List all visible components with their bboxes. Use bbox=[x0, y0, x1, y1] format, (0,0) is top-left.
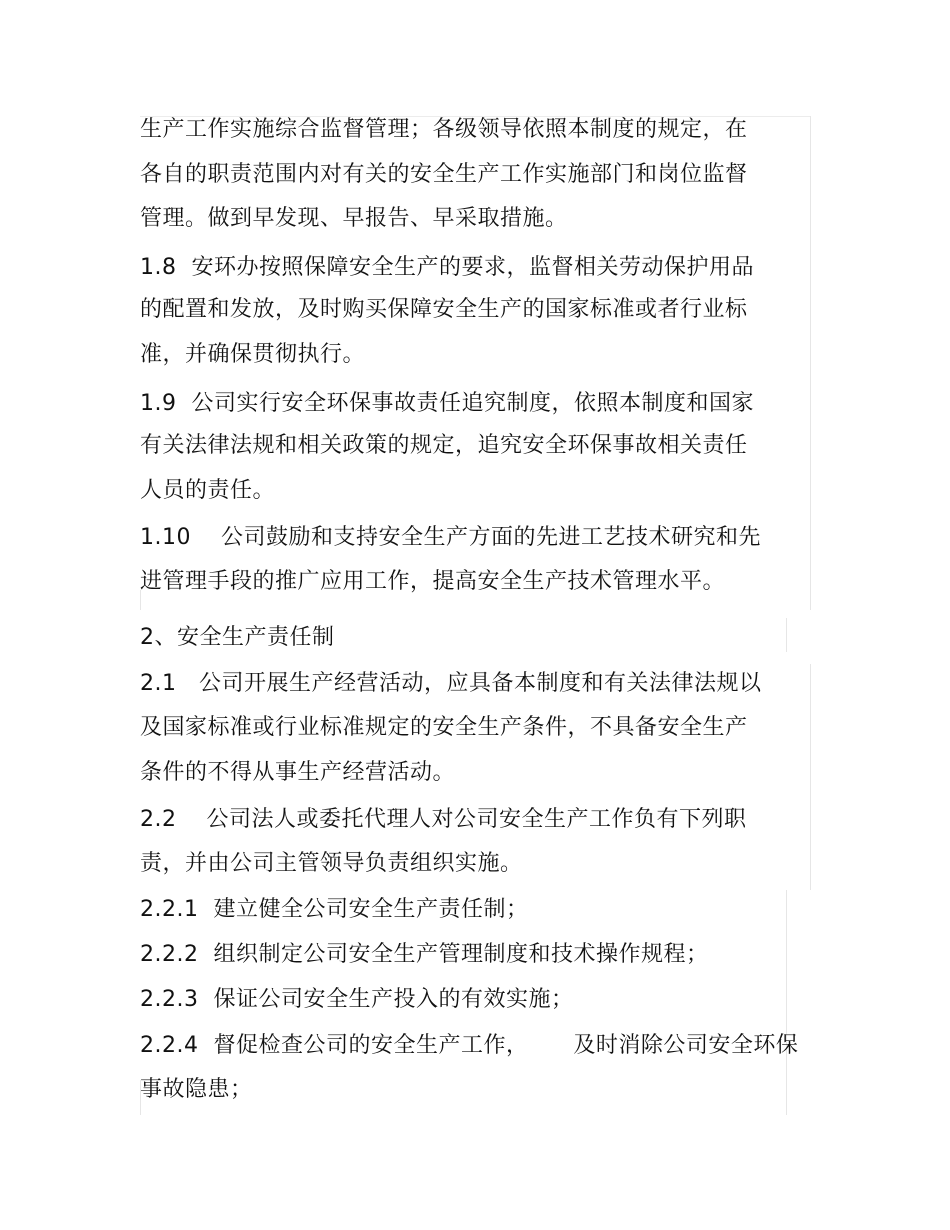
section-heading: 2、安全生产责任制 bbox=[140, 625, 335, 650]
text-line: 人员的责任。 bbox=[140, 478, 276, 503]
text-line: 准，并确保贯彻执行。 bbox=[140, 342, 366, 367]
clause-2-1: 2.1 公司开展生产经营活动，应具备本制度和有关法律法规以 bbox=[140, 671, 762, 696]
text-line: 生产工作实施综合监督管理；各级领导依照本制度的规定，在 bbox=[140, 117, 748, 142]
scan-rule bbox=[810, 116, 811, 610]
scan-rule bbox=[786, 890, 787, 1115]
text-line: 管理。做到早发现、早报告、早采取措施。 bbox=[140, 206, 568, 231]
clause-2-2-4: 2.2.4 督促检查公司的安全生产工作， 及时消除公司安全环保 bbox=[140, 1033, 799, 1058]
text-line: 进管理手段的推广应用工作，提高安全生产技术管理水平。 bbox=[140, 569, 726, 594]
scan-rule bbox=[810, 664, 811, 890]
clause-2-2-1: 2.2.1 建立健全公司安全生产责任制； bbox=[140, 897, 529, 922]
text-line: 及国家标准或行业标准规定的安全生产条件，不具备安全生产 bbox=[140, 715, 748, 740]
scan-rule bbox=[786, 618, 787, 652]
text-line: 的配置和发放，及时购买保障安全生产的国家标准或者行业标 bbox=[140, 297, 748, 322]
clause-1-10: 1.10 公司鼓励和支持安全生产方面的先进工艺技术研究和先 bbox=[140, 525, 761, 550]
clause-1-8: 1.8 安环办按照保障安全生产的要求，监督相关劳动保护用品 bbox=[140, 255, 754, 280]
clause-1-9: 1.9 公司实行安全环保事故责任追究制度，依照本制度和国家 bbox=[140, 391, 754, 416]
clause-2-2-3: 2.2.3 保证公司安全生产投入的有效实施； bbox=[140, 987, 574, 1012]
text-line: 有关法律法规和相关政策的规定，追究安全环保事故相关责任 bbox=[140, 433, 748, 458]
text-line: 事故隐患； bbox=[140, 1077, 253, 1102]
clause-2-2: 2.2 公司法人或委托代理人对公司安全生产工作负有下列职 bbox=[140, 807, 747, 832]
text-line: 条件的不得从事生产经营活动。 bbox=[140, 760, 456, 785]
text-line: 责，并由公司主管领导负责组织实施。 bbox=[140, 851, 523, 876]
clause-2-2-2: 2.2.2 组织制定公司安全生产管理制度和技术操作规程； bbox=[140, 942, 709, 967]
text-line: 各自的职责范围内对有关的安全生产工作实施部门和岗位监督 bbox=[140, 162, 748, 187]
